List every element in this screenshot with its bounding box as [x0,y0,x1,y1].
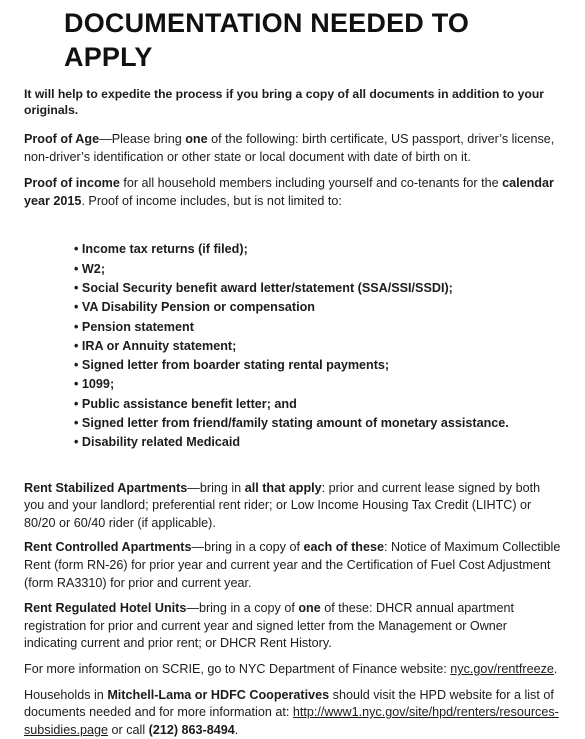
rent-regulated-hotel-text: —bring in a copy of [186,601,299,616]
list-item: • Public assistance benefit letter; and [74,395,563,414]
list-item: • W2; [74,260,563,279]
rent-regulated-hotel-section [24,600,563,653]
rent-controlled-section [24,539,563,592]
list-item: • Signed letter from friend/family stating amount of monetary assistance. [74,414,563,433]
page-title: DOCUMENTATION NEEDED TO APPLY [64,8,470,72]
mitchell-lama-end: . [234,722,239,737]
rent-regulated-hotel-emphasis: one [298,601,321,616]
rentfreeze-link[interactable]: nyc.gov/rentfreeze [450,661,554,676]
mitchell-lama-call-text: or call [108,722,149,737]
proof-of-income-text: for all household members including yourself and co-tenants for the [119,176,503,191]
proof-of-age-text-rest: of the following: birth certificate, US passport, driver’s license, non-driver’s identification or other state or local document with date of birth on it. [24,132,555,164]
list-item: • 1099; [74,375,563,394]
scrie-end: . [553,661,558,676]
list-item: • Pension statement [74,318,563,337]
proof-of-income-section [24,175,563,210]
proof-of-age-emphasis: one [185,132,208,146]
rent-controlled-emphasis: each of these [303,540,384,555]
rent-stabilized-section [24,480,563,533]
phone-number: (212) 863-8494 [148,722,235,737]
proof-of-income-label: Proof of income [24,176,120,191]
rent-controlled-text: —bring in a copy of [191,540,304,555]
rent-regulated-hotel-text-rest: of these: DHCR annual apartment registration for prior and current year and signed letter from the Management or Owner indicating current and prior rent; or DHCR Rent History. [24,601,514,651]
rent-regulated-hotel-label: Rent Regulated Hotel Units [24,601,187,616]
hpd-website-link[interactable]: http://www1.nyc.gov/site/hpd/renters/resources-subsidies.page [24,705,559,737]
mitchell-lama-text: Households in [24,687,108,702]
rent-stabilized-text-rest: : prior and current lease signed by both you and your landlord; preferential rent rider; or Low Income Housing Tax Credit (LIHTC) or 80/20 or 60/40 rider (if applicable). [24,480,541,530]
intro-text: It will help to expedite the process if you bring a copy of all documents in addition to your originals. [24,87,545,117]
list-item: • VA Disability Pension or compensation [74,298,563,317]
rent-stabilized-label: Rent Stabilized Apartments [24,480,188,495]
scrie-text: For more information on SCRIE, go to NYC Department of Finance website: [24,661,451,676]
list-item: • Disability related Medicaid [74,433,563,452]
rent-controlled-label: Rent Controlled Apartments [24,540,192,555]
mitchell-lama-emphasis: Mitchell-Lama or HDFC Cooperatives [107,687,330,702]
income-documents-list [74,240,563,452]
rent-stabilized-emphasis: all that apply [244,480,322,495]
rent-controlled-text-rest: : Notice of Maximum Collectible Rent (form RN-26) for prior year and current year and the Certification of Fuel Cost Adjustment (form RA3310) for prior and current year. [24,540,561,590]
list-item: • Income tax returns (if filed); [74,240,563,259]
proof-of-income-text-rest: . Proof of income includes, but is not limited to: [81,193,342,208]
rent-stabilized-text: —bring in [187,480,245,495]
proof-of-age-text: —Please bring [99,132,186,146]
mitchell-lama-text-rest: should visit the HPD website for a list of documents needed and for more information at: [24,687,554,720]
list-item: • IRA or Annuity statement; [74,337,563,356]
proof-of-income-emphasis: calendar year 2015 [24,176,554,208]
proof-of-age-label: Proof of Age [24,132,100,146]
proof-of-age-section [24,131,563,166]
scrie-info [24,661,563,679]
mitchell-lama-info [24,687,563,739]
list-item: • Social Security benefit award letter/statement (SSA/SSI/SSDI); [74,279,563,298]
list-item: • Signed letter from boarder stating rental payments; [74,356,563,375]
